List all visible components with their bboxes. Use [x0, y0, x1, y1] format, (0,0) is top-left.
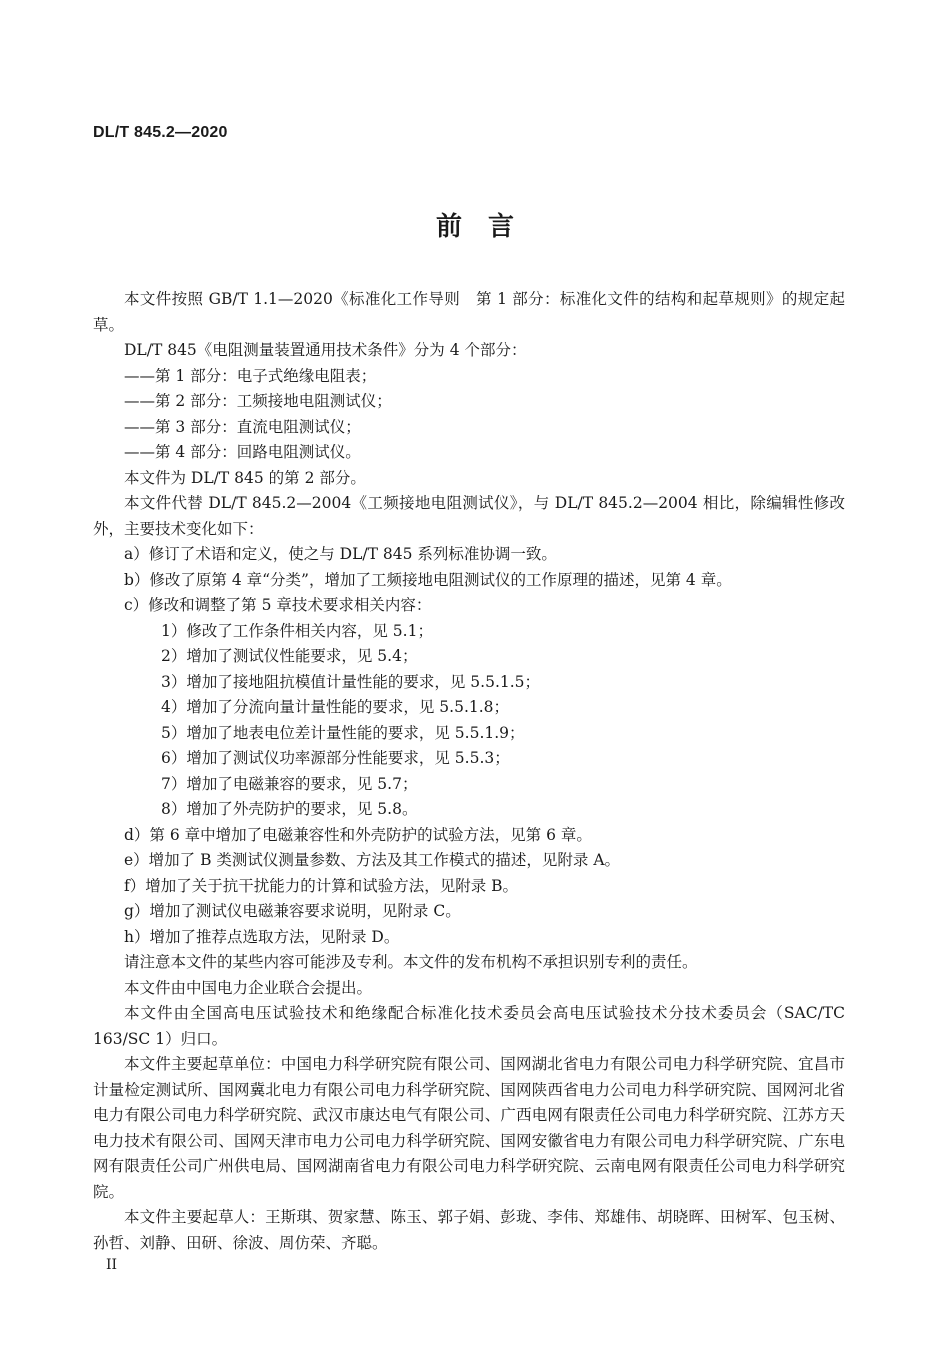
list-item-subchange: 5）增加了地表电位差计量性能的要求，见 5.5.1.9； [161, 723, 525, 742]
paragraph-part-number: 本文件为 DL/T 845 的第 2 部分。 [124, 468, 366, 487]
paragraph-committee: 本文件由全国高电压试验技术和绝缘配合标准化技术委员会高电压试验技术分技术委员会（SAC/TC 163/SC 1）归口。 [93, 1004, 845, 1048]
list-item-subchange: 6）增加了测试仪功率源部分性能要求，见 5.5.3； [161, 749, 510, 767]
page-number: II [106, 1257, 118, 1273]
list-item-subchange: 8）增加了外壳防护的要求，见 5.8。 [161, 800, 418, 818]
list-item-change: b）修改了原第 4 章“分类”，增加了工频接地电阻测试仪的工作原理的描述，见第 4 章。 [124, 570, 732, 589]
list-item-subchange: 7）增加了电磁兼容的要求，见 5.7； [161, 774, 418, 793]
paragraph-parts-intro: DL/T 845《电阻测量装置通用技术条件》分为 4 个部分： [124, 341, 527, 359]
paragraph-drafting-units: 本文件主要起草单位：中国电力科学研究院有限公司、国网湖北省电力有限公司电力科学研究院、宜昌市计量检定测试所、国网冀北电力有限公司电力科学研究院、国网陕西省电力公司电力科学研究院、国网河北省电力有限公司电力科学研究院、武汉市康达电气有限公司、广西电网有限责任公司电力科学研究院、江苏方天电力技术有限公司、国网天津市电力公司电力科学研究院、国网安徽省电力有限公司电力科学研究院、广东电网有限责任公司广州供电局、国网湖南省电力有限公司电力科学研究院、云南电网有限责任公司电力科学研究院。 [93, 1055, 845, 1201]
page-title: 前 言 [435, 212, 514, 242]
list-item-change: c）修改和调整了第 5 章技术要求相关内容： [124, 596, 432, 614]
list-item-change: f）增加了关于抗干扰能力的计算和试验方法，见附录 B。 [124, 876, 519, 895]
paragraph-patent-notice: 请注意本文件的某些内容可能涉及专利。本文件的发布机构不承担识别专利的责任。 [124, 953, 698, 971]
list-item-part: ——第 4 部分：回路电阻测试仪。 [124, 443, 361, 461]
paragraph-replacement: 本文件代替 DL/T 845.2—2004《工频接地电阻测试仪》，与 DL/T 845.2—2004 相比，除编辑性修改外，主要技术变化如下： [93, 494, 845, 538]
list-item-subchange: 2）增加了测试仪性能要求，见 5.4； [161, 647, 418, 665]
foreword-body [93, 287, 845, 1256]
list-item-change: a）修订了术语和定义，使之与 DL/T 845 系列标准协调一致。 [124, 545, 557, 563]
paragraph-proposer: 本文件由中国电力企业联合会提出。 [124, 978, 373, 997]
list-item-subchange: 4）增加了分流向量计量性能的要求，见 5.5.1.8； [161, 698, 510, 716]
list-item-subchange: 3）增加了接地阻抗模值计量性能的要求，见 5.5.1.5； [161, 672, 541, 691]
paragraph-drafting-basis: 本文件按照 GB/T 1.1—2020《标准化工作导则 第 1 部分：标准化文件的结构和起草规则》的规定起草。 [93, 290, 845, 334]
standard-code: DL/T 845.2—2020 [93, 124, 228, 141]
list-item-part: ——第 1 部分：电子式绝缘电阻表； [124, 366, 377, 385]
list-item-part: ——第 2 部分：工频接地电阻测试仪； [124, 392, 392, 410]
list-item-change: e）增加了 B 类测试仪测量参数、方法及其工作模式的描述，见附录 A。 [124, 851, 621, 869]
list-item-part: ——第 3 部分：直流电阻测试仪； [124, 417, 361, 436]
list-item-change: h）增加了推荐点选取方法，见附录 D。 [124, 927, 400, 946]
list-item-subchange: 1）修改了工作条件相关内容，见 5.1； [161, 621, 433, 640]
list-item-change: g）增加了测试仪电磁兼容要求说明，见附录 C。 [124, 902, 461, 920]
list-item-change: d）第 6 章中增加了电磁兼容性和外壳防护的试验方法，见第 6 章。 [124, 825, 592, 844]
paragraph-drafters: 本文件主要起草人：王斯琪、贺家慧、陈玉、郭子娟、彭珑、李伟、郑雄伟、胡晓晖、田树军、包玉树、孙哲、刘静、田研、徐波、周仿荣、齐聪。 [93, 1208, 845, 1252]
